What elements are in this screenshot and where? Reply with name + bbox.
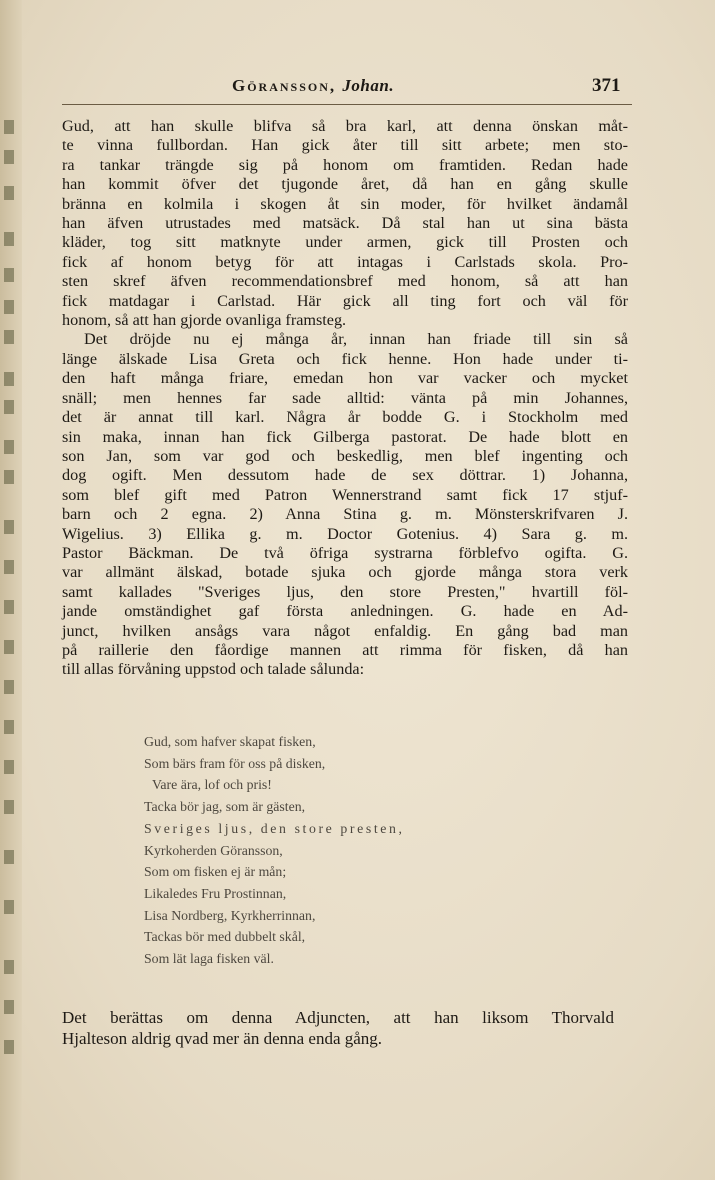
- author-given-name: Johan.: [342, 76, 395, 95]
- text-line: på raillerie den fåordige mannen att rimma för fisken, då han: [62, 640, 628, 659]
- text-line: te vinna fullbordan. Han gick åter till sitt arbete; men sto-: [62, 136, 628, 155]
- text-line: det är annat till karl. Några år bodde G. i Stockholm med: [62, 408, 628, 427]
- text-line: dog ogift. Men dessutom hade de sex döttrar. 1) Johanna,: [62, 466, 628, 485]
- text-line: han kommit öfver det tjugonde året, då han en gång skulle: [62, 175, 628, 194]
- text-line: den haft många friare, emedan hon var vacker och mycket: [62, 369, 628, 388]
- text-line: var allmänt älskad, botade sjuka och gjorde många stora verk: [62, 563, 628, 582]
- poem-line: Som bärs fram för oss på disken,: [144, 755, 326, 771]
- poem-line: Lisa Nordberg, Kyrkherrinnan,: [144, 907, 316, 923]
- text-line: junct, hvilken ansågs vara något enfaldig. En gång bad man: [62, 621, 628, 640]
- text-line: till allas förvåning uppstod och talade sålunda:: [62, 660, 365, 679]
- text-line: Det dröjde nu ej många år, innan han friade till sin så: [84, 330, 628, 349]
- poem: [144, 731, 514, 970]
- running-head: [232, 76, 394, 96]
- text-line: fick af honom betyg för att intagas i Carlstads skola. Pro-: [62, 252, 628, 271]
- text-line: barn och 2 egna. 2) Anna Stina g. m. Mönsterskrifvaren J.: [62, 505, 628, 524]
- poem-line: Som om fisken ej är mån;: [144, 864, 287, 880]
- text-line: Hjalteson aldrig qvad mer än denna enda gång.: [62, 1029, 383, 1048]
- poem-line: Tackas bör med dubbelt skål,: [144, 929, 306, 945]
- text-line: Pastor Bäckman. De två öfriga systrarna förblefvo ogifta. G.: [62, 543, 628, 562]
- text-line: kläder, tog sitt matknyte under armen, gick till Prosten och: [62, 233, 628, 252]
- text-line: Wigelius. 3) Ellika g. m. Doctor Gotenius. 4) Sara g. m.: [62, 524, 628, 543]
- paragraph-1: [62, 117, 628, 330]
- text-line: ra tankar trängde sig på honom om framtiden. Redan hade: [62, 155, 628, 174]
- text-line: son Jan, som var god och beskedlig, men blef ingenting och: [62, 446, 628, 465]
- header-rule: [62, 104, 632, 105]
- page-number: 371: [592, 75, 621, 96]
- text-line: Gud, att han skulle blifva så bra karl, att denna önskan måt-: [62, 117, 628, 135]
- text-line: bränna en kolmila i skogen åt sin moder, för hvilket ändamål: [62, 194, 628, 213]
- poem-line: Kyrkoherden Göransson,: [144, 842, 283, 858]
- poem-line: Gud, som hafver skapat fisken,: [144, 734, 316, 749]
- poem-line: Som lät laga fisken väl.: [144, 951, 274, 967]
- poem-line: Vare ära, lof och pris!: [152, 777, 272, 793]
- text-line: länge älskade Lisa Greta och fick henne. Hon hade under ti-: [62, 349, 628, 368]
- text-line: fick matdagar i Carlstad. Här gick all ting fort och väl för: [62, 291, 628, 310]
- running-header: [0, 76, 715, 106]
- text-line: snäll; men hennes far sade alltid: vänta på min Johannes,: [62, 388, 628, 407]
- poem-line: Tacka bör jag, som är gästen,: [144, 799, 306, 815]
- author-surname: Göransson,: [232, 76, 337, 95]
- text-line: Det berättas om denna Adjuncten, att han liksom Thorvald: [62, 1008, 614, 1027]
- text-line: sten skref äfven recommendationsbref med honom, så att han: [62, 272, 628, 291]
- poem-line: Sveriges ljus, den store presten,: [144, 820, 405, 836]
- poem-line: Likaledes Fru Prostinnan,: [144, 885, 287, 901]
- closing-paragraph: [62, 1007, 614, 1049]
- text-line: som blef gift med Patron Wennerstrand samt fick 17 stjuf-: [62, 485, 628, 504]
- text-line: jande omständighet gaf första anledningen. G. hade en Ad-: [62, 602, 628, 621]
- text-line: han äfven utrustades med matsäck. Då stal han ut sina bästa: [62, 214, 628, 233]
- text-line: honom, så att han gjorde ovanliga framsteg.: [62, 311, 347, 330]
- paragraph-2: [62, 330, 628, 679]
- text-line: samt kallades "Sveriges ljus, den store Presten," hvartill föl-: [62, 582, 628, 601]
- page-gutter: [0, 0, 22, 1180]
- main-text: [62, 117, 628, 680]
- text-line: sin maka, innan han fick Gilberga pastorat. De hade blott en: [62, 427, 628, 446]
